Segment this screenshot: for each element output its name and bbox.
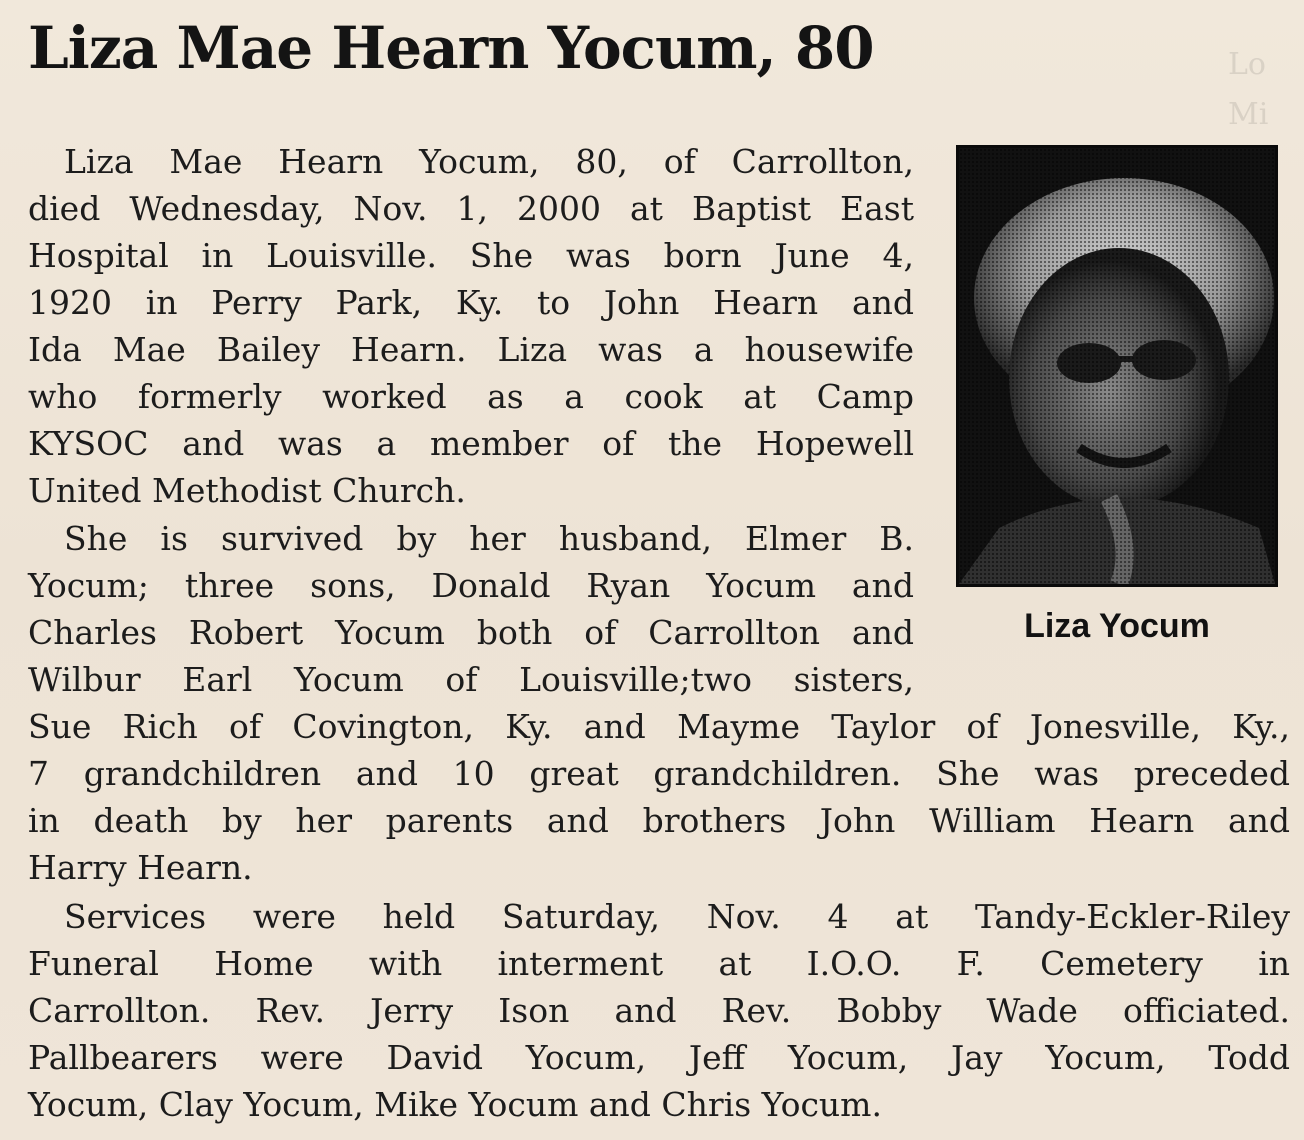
ghost-line: Mi xyxy=(1228,97,1269,132)
obituary-headline: Liza Mae Hearn Yocum, 80 xyxy=(28,14,874,82)
article-line: Pallbearers were David Yocum, Jeff Yocum, Jay Yocum, Todd xyxy=(28,1038,1290,1077)
halftone-portrait-image xyxy=(959,148,1275,584)
article-line: Carrollton. Rev. Jerry Ison and Rev. Bobby Wade officiated. xyxy=(28,991,1290,1030)
article-line: who formerly worked as a cook at Camp xyxy=(28,377,914,416)
portrait-photo xyxy=(956,145,1278,587)
article-line: died Wednesday, Nov. 1, 2000 at Baptist East xyxy=(28,189,914,228)
article-line: KYSOC and was a member of the Hopewell xyxy=(28,424,914,463)
article-line: 7 grandchildren and 10 great grandchildren. She was preceded xyxy=(28,754,1290,793)
article-line: Yocum, Clay Yocum, Mike Yocum and Chris Yocum. xyxy=(28,1085,882,1124)
article-line: Harry Hearn. xyxy=(28,848,253,887)
article-line: Services were held Saturday, Nov. 4 at Tandy-Eckler-Riley xyxy=(64,897,1290,936)
article-line: in death by her parents and brothers John William Hearn and xyxy=(28,801,1290,840)
article-line: Funeral Home with interment at I.O.O. F. Cemetery in xyxy=(28,944,1290,983)
article-line: 1920 in Perry Park, Ky. to John Hearn and xyxy=(28,283,914,322)
article-line: Ida Mae Bailey Hearn. Liza was a housewife xyxy=(28,330,914,369)
article-line: Hospital in Louisville. She was born June 4, xyxy=(28,236,914,275)
article-line: Liza Mae Hearn Yocum, 80, of Carrollton, xyxy=(64,142,914,181)
article-line: Yocum; three sons, Donald Ryan Yocum and xyxy=(28,566,914,605)
ghost-line: Lo xyxy=(1228,47,1266,82)
article-line: United Methodist Church. xyxy=(28,471,466,510)
article-line: Wilbur Earl Yocum of Louisville;two sisters, xyxy=(28,660,914,699)
article-line: Charles Robert Yocum both of Carrollton and xyxy=(28,613,914,652)
article-line: She is survived by her husband, Elmer B. xyxy=(64,519,914,558)
photo-caption: Liza Yocum xyxy=(1024,607,1210,645)
article-line: Sue Rich of Covington, Ky. and Mayme Taylor of Jonesville, Ky., xyxy=(28,707,1290,746)
